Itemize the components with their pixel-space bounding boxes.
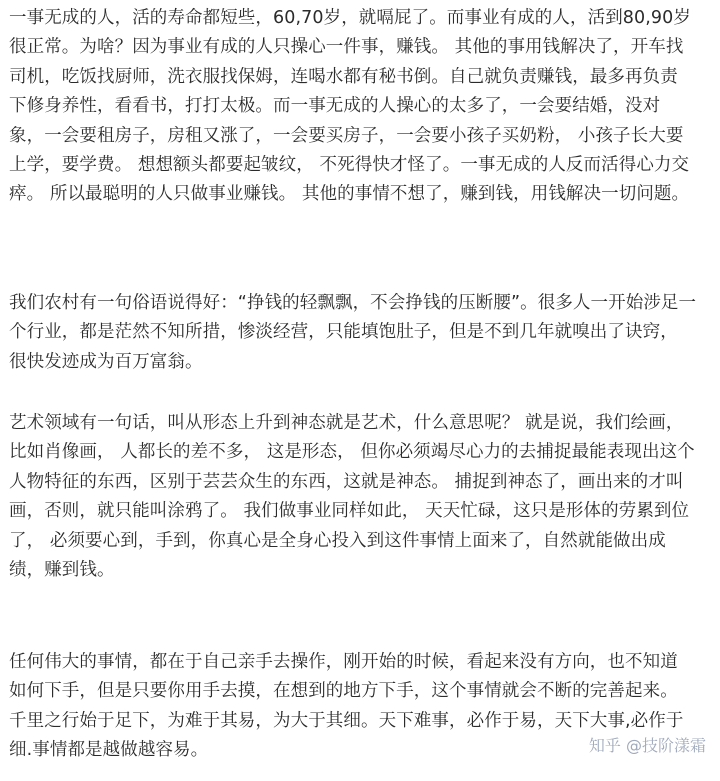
paragraph-2: 我们农村有一句俗语说得好：“挣钱的轻飘飘，不会挣钱的压断腰”。很多人一开始涉足一 个行业，都是茫然不知所措，惨淡经营，只能填饱肚子，但是不到几年就嗅出了诀窍， 很快发迹成为百万富翁。 — [9, 293, 697, 372]
paragraph-4: 任何伟大的事情，都在于自己亲手去操作，刚开始的时候，看起来没有方向，也不知道 如何下手，但是只要你用手去摸，在想到的地方下手，这个事情就会不断的完善起来。 千里之行始于足下，为难于其易，为大于其细。天下难事，必作于易，天下大事,必作于 细.事情都是越做越容易。 — [9, 652, 684, 761]
paragraph-1: 一事无成的人，活的寿命都短些，60,70岁，就嗝屁了。而事业有成的人，活到80,90岁 很正常。为啥？因为事业有成的人只操心一件事，赚钱。 其他的事用钱解决了，开车找 司机，吃饭找厨师，洗衣服找保姆，连喝水都有秘书倒。自己就负责赚钱，最多再负责 下修身养性，看看书，打打太极。而一事无成的人操心的太多了，一会要结婚，没对 象，一会要租房子，房租又涨了，一会要买房子，一会要小孩子买奶粉， 小孩子长大要 上学，要学费。 想想额头都要起皱纹， 不死得快才怪了。一事无成的人反而活得心力交 瘁。 所以最聪明的人只做事业赚钱。 其他的事情不想了，赚到钱，用钱解决一切问题。 — [9, 8, 691, 205]
zhihu-watermark: 知乎 @技阶漾霜 — [587, 733, 708, 756]
paragraph-3: 艺术领域有一句话，叫从形态上升到神态就是艺术，什么意思呢？ 就是说，我们绘画， 比如肖像画， 人都长的差不多， 这是形态， 但你必须竭尽心力的去捕捉最能表现出这个 人物特征的东西，区别于芸芸众生的东西，这就是神态。 捕捉到神态了，画出来的才叫 画，否则，就只能叫涂鸦了。 我们做事业同样如此， 天天忙碌，这只是形体的劳累到位 了， 必须要心到，手到，你真心是全身心投入到这件事情上面来了，自然就能做出成 绩，赚到钱。 — [9, 413, 695, 581]
